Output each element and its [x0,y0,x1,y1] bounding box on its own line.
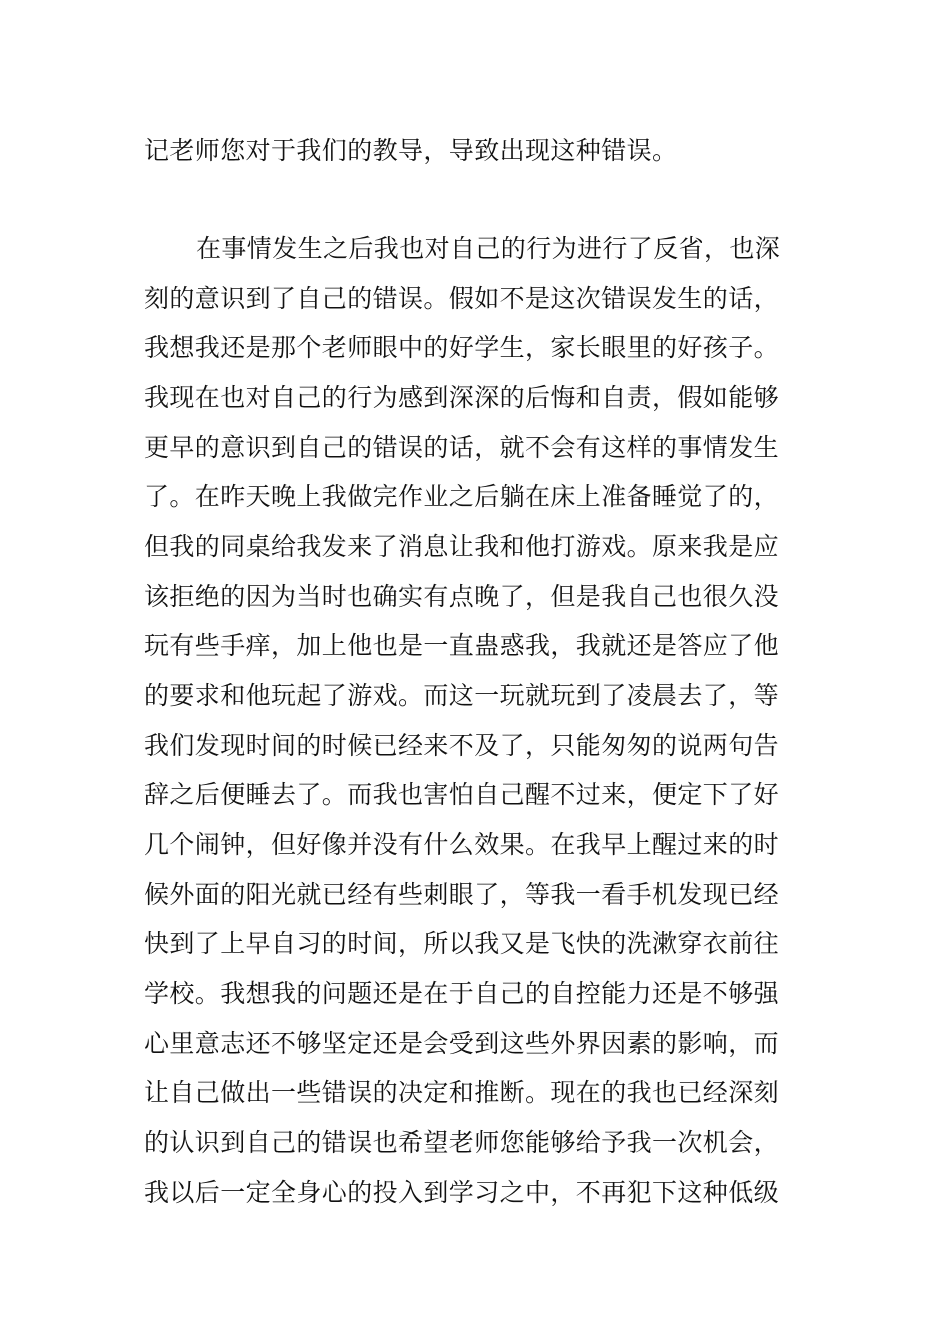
paragraph-2-line-15: 快到了上早自习的时间，所以我又是飞快的洗漱穿衣前往 [144,929,780,958]
paragraph-2-line-13: 几个闹钟，但好像并没有什么效果。在我早上醒过来的时 [144,830,780,859]
paragraph-2-line-1: 在事情发生之后我也对自己的行为进行了反省，也深 [196,234,781,263]
paragraph-2-line-11: 我们发现时间的时候已经来不及了，只能匆匆的说两句告 [144,731,780,760]
paragraph-2-line-18: 让自己做出一些错误的决定和推断。现在的我也已经深刻 [144,1078,780,1107]
paragraph-2-line-14: 候外面的阳光就已经有些刺眼了，等我一看手机发现已经 [144,880,780,909]
paragraph-2-line-19: 的认识到自己的错误也希望老师您能够给予我一次机会， [144,1128,780,1157]
paragraph-2-line-9: 玩有些手痒，加上他也是一直蛊惑我，我就还是答应了他 [144,631,780,660]
paragraph-2-line-8: 该拒绝的因为当时也确实有点晚了，但是我自己也很久没 [144,582,780,611]
paragraph-2-line-10: 的要求和他玩起了游戏。而这一玩就玩到了凌晨去了，等 [144,681,780,710]
paragraph-2-line-20: 我以后一定全身心的投入到学习之中，不再犯下这种低级 [144,1178,780,1207]
paragraph-2-line-3: 我想我还是那个老师眼中的好学生，家长眼里的好孩子。 [144,333,780,362]
paragraph-2-line-5: 更早的意识到自己的错误的话，就不会有这样的事情发生 [144,433,780,462]
paragraph-2-line-16: 学校。我想我的问题还是在于自己的自控能力还是不够强 [144,979,780,1008]
paragraph-2-line-7: 但我的同桌给我发来了消息让我和他打游戏。原来我是应 [144,532,780,561]
paragraph-2-line-4: 我现在也对自己的行为感到深深的后悔和自责，假如能够 [144,383,780,412]
paragraph-2-line-6: 了。在昨天晚上我做完作业之后躺在床上准备睡觉了的， [144,482,780,511]
paragraph-2-line-2: 刻的意识到了自己的错误。假如不是这次错误发生的话， [144,284,780,313]
paragraph-1-line-1: 记老师您对于我们的教导，导致出现这种错误。 [144,136,678,165]
paragraph-2-line-17: 心里意志还不够坚定还是会受到这些外界因素的影响，而 [144,1029,780,1058]
paragraph-2-line-12: 辞之后便睡去了。而我也害怕自己醒不过来，便定下了好 [144,780,780,809]
